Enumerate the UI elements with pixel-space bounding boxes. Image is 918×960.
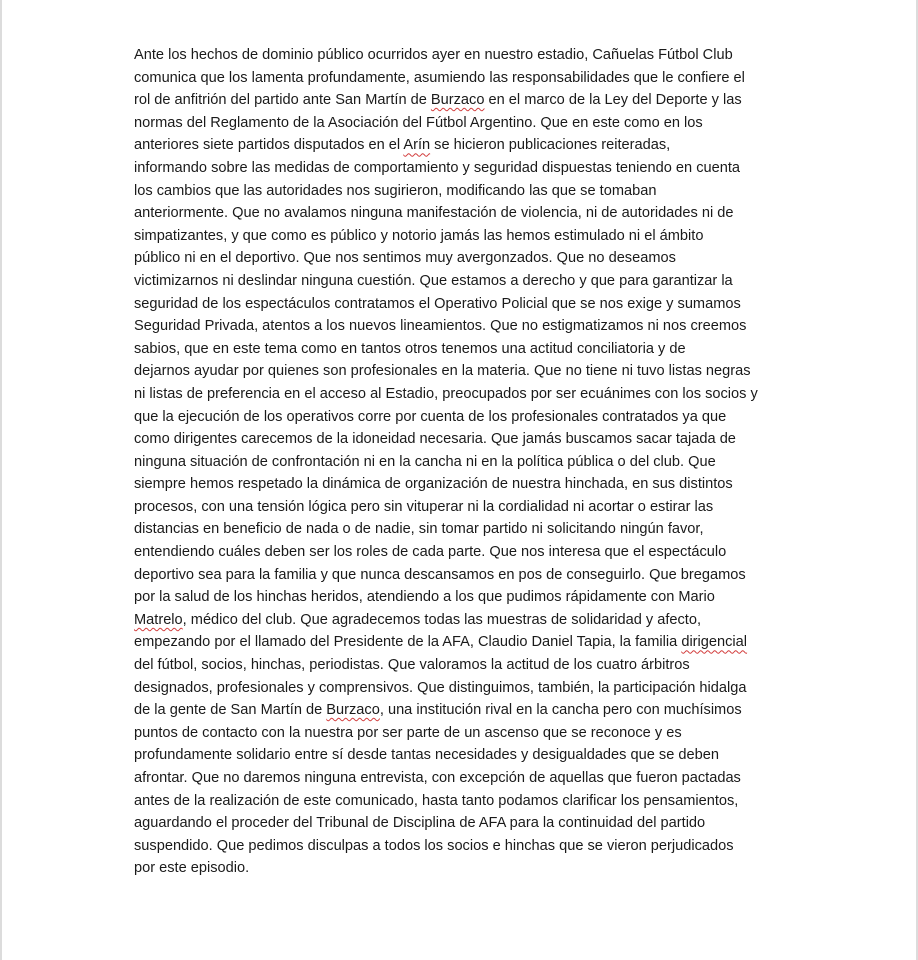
text-segment: empezando por el llamado del Presidente de la AFA, Claudio Daniel Tapia, la familia xyxy=(134,634,682,651)
text-line xyxy=(134,406,794,429)
text-segment: puntos de contacto con la nuestra por ser parte de un ascenso que se reconoce y es xyxy=(134,724,682,741)
text-segment: ninguna situación de confrontación ni en la cancha ni en la política pública o del club. Que xyxy=(134,453,716,470)
text-segment: distancias en beneficio de nada o de nadie, sin tomar partido ni solicitando ningún favor, xyxy=(134,521,704,538)
text-line xyxy=(134,767,794,790)
text-line xyxy=(134,812,794,835)
text-segment: en el marco de la Ley del Deporte y las xyxy=(484,92,742,109)
text-line xyxy=(134,293,794,316)
text-line xyxy=(134,654,794,677)
text-segment: informando sobre las medidas de comportamiento y seguridad dispuestas teniendo en cuenta xyxy=(134,159,741,176)
text-segment: anteriormente. Que no avalamos ninguna manifestación de violencia, ni de autoridades ni de xyxy=(134,205,734,222)
text-line xyxy=(134,722,794,745)
text-segment: , médico del club. Que agradecemos todas las muestras de solidaridad y afecto, xyxy=(182,611,702,628)
text-line xyxy=(134,609,794,632)
text-segment: de la gente de San Martín de xyxy=(134,702,327,719)
spellcheck-flagged-word: Burzaco xyxy=(430,92,485,109)
text-segment: por este episodio. xyxy=(134,860,250,877)
text-segment: designados, profesionales y comprensivos. Que distinguimos, también, la participación hidalga xyxy=(134,679,747,696)
text-line xyxy=(134,270,794,293)
text-line xyxy=(134,134,794,157)
page-left-edge xyxy=(0,0,2,960)
text-segment: deportivo sea para la familia y que nunca descansamos en pos de conseguirlo. Que bregamos xyxy=(134,566,746,583)
text-segment: los cambios que las autoridades nos sugirieron, modificando las que se tomaban xyxy=(134,182,657,199)
text-segment: anteriores siete partidos disputados en el xyxy=(134,137,404,154)
spellcheck-flagged-word: dirigencial xyxy=(681,634,748,651)
text-line xyxy=(134,586,794,609)
text-line xyxy=(134,202,794,225)
spellcheck-flagged-word: Matrelo xyxy=(134,611,183,628)
text-segment: sabios, que en este tema como en tantos otros tenemos una actitud conciliatoria y de xyxy=(134,340,686,357)
text-line xyxy=(134,473,794,496)
text-line xyxy=(134,247,794,270)
text-segment: que la ejecución de los operativos corre por cuenta de los profesionales contratados ya que xyxy=(134,408,727,425)
text-line xyxy=(134,89,794,112)
statement-paragraph[interactable] xyxy=(134,44,794,880)
text-segment: , una institución rival en la cancha pero con muchísimos xyxy=(379,702,742,719)
text-segment: ni listas de preferencia en el acceso al Estadio, preocupados por ser ecuánimes con los socios y xyxy=(134,385,758,402)
text-segment: antes de la realización de este comunicado, hasta tanto podamos clarificar los pensamientos, xyxy=(134,792,739,809)
text-segment: siempre hemos respetado la dinámica de organización de nuestra hinchada, en sus distintos xyxy=(134,476,733,493)
text-segment: público ni en el deportivo. Que nos sentimos muy avergonzados. Que no deseamos xyxy=(134,250,676,267)
text-line xyxy=(134,428,794,451)
text-line xyxy=(134,857,794,880)
text-segment: rol de anfitrión del partido ante San Martín de xyxy=(134,92,431,109)
text-segment: aguardando el proceder del Tribunal de Disciplina de AFA para la continuidad del partido xyxy=(134,815,706,832)
text-segment: por la salud de los hinchas heridos, atendiendo a los que pudimos rápidamente con Mario xyxy=(134,589,715,606)
text-segment: normas del Reglamento de la Asociación del Fútbol Argentino. Que en este como en los xyxy=(134,114,703,131)
text-line xyxy=(134,631,794,654)
text-line xyxy=(134,790,794,813)
text-line xyxy=(134,360,794,383)
text-line xyxy=(134,835,794,858)
text-segment: Seguridad Privada, atentos a los nuevos lineamientos. Que no estigmatizamos ni nos creemos xyxy=(134,318,747,335)
text-segment: del fútbol, socios, hinchas, periodistas. Que valoramos la actitud de los cuatro árbitros xyxy=(134,657,690,674)
text-line xyxy=(134,112,794,135)
text-line xyxy=(134,677,794,700)
text-segment: seguridad de los espectáculos contratamos el Operativo Policial que se nos exige y sumamos xyxy=(134,295,741,312)
text-segment: Ante los hechos de dominio público ocurridos ayer en nuestro estadio, Cañuelas Fútbol Club xyxy=(134,47,733,63)
text-line xyxy=(134,564,794,587)
text-line xyxy=(134,157,794,180)
text-segment: profundamente solidario entre sí desde tantas necesidades y desigualdades que se deben xyxy=(134,747,719,764)
spellcheck-flagged-word: Arín xyxy=(403,137,431,154)
text-segment: comunica que los lamenta profundamente, asumiendo las responsabilidades que le confiere el xyxy=(134,69,745,86)
text-line xyxy=(134,496,794,519)
text-line xyxy=(134,518,794,541)
text-line xyxy=(134,315,794,338)
text-segment: afrontar. Que no daremos ninguna entrevista, con excepción de aquellas que fueron pactadas xyxy=(134,770,741,786)
text-segment: dejarnos ayudar por quienes son profesionales en la materia. Que no tiene ni tuvo listas negras xyxy=(134,363,751,380)
text-line xyxy=(134,541,794,564)
text-segment: suspendido. Que pedimos disculpas a todos los socios e hinchas que se vieron perjudicados xyxy=(134,837,734,854)
text-line xyxy=(134,699,794,722)
text-line xyxy=(134,744,794,767)
text-line xyxy=(134,67,794,90)
text-segment: como dirigentes carecemos de la idoneidad necesaria. Que jamás buscamos sacar tajada de xyxy=(134,431,736,448)
text-line xyxy=(134,225,794,248)
text-line xyxy=(134,44,794,67)
text-line xyxy=(134,338,794,361)
text-line xyxy=(134,180,794,203)
text-segment: entendiendo cuáles deben ser los roles de cada parte. Que nos interesa que el espectáculo xyxy=(134,544,727,561)
text-line xyxy=(134,451,794,474)
text-segment: se hicieron publicaciones reiteradas, xyxy=(430,137,671,154)
text-segment: simpatizantes, y que como es público y notorio jamás las hemos estimulado ni el ámbito xyxy=(134,227,704,244)
text-segment: procesos, con una tensión lógica pero sin vituperar ni la cordialidad ni acortar o estirar las xyxy=(134,498,714,515)
text-segment: victimizarnos ni deslindar ninguna cuestión. Que estamos a derecho y que para garantizar la xyxy=(134,272,733,289)
spellcheck-flagged-word: Burzaco xyxy=(326,702,380,719)
text-line xyxy=(134,383,794,406)
